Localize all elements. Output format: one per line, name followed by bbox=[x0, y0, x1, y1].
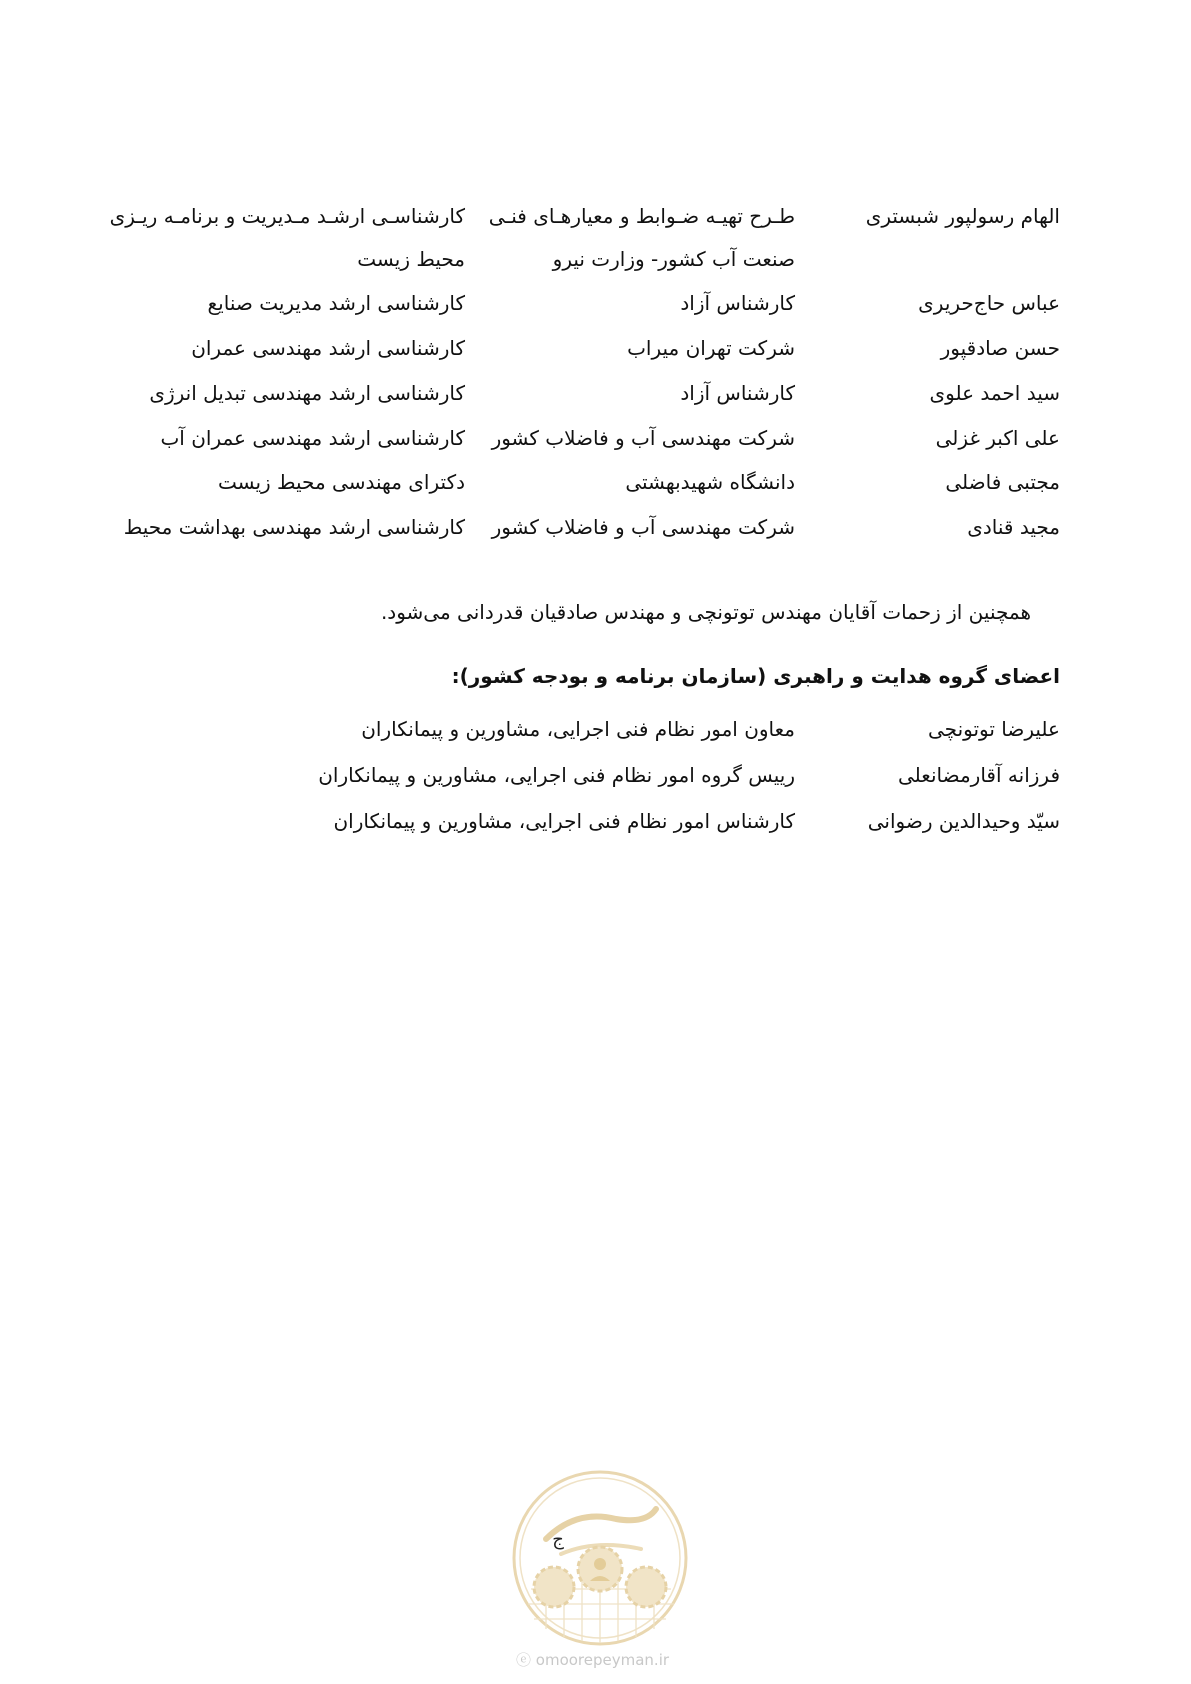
member-organization: کارشناس آزاد bbox=[680, 381, 795, 405]
member-name: حسن صادقپور bbox=[940, 336, 1060, 360]
member-degree: دکترای مهندسی محیط زیست bbox=[217, 470, 465, 494]
supervisor-role: رییس گروه امور نظام فنی اجرایی، مشاورین و پیمانکاران bbox=[318, 763, 795, 787]
watermark-url: omoorepeyman.ir bbox=[535, 1651, 670, 1669]
member-organization: صنعت آب کشور- وزارت نیرو bbox=[552, 247, 795, 271]
supervision-row bbox=[100, 752, 1060, 798]
team-row bbox=[100, 196, 1060, 236]
omoorepeyman-logo bbox=[506, 1469, 694, 1647]
supervisor-name: سیّد وحیدالدین رضوانی bbox=[867, 809, 1060, 833]
member-degree: محیط زیست bbox=[357, 247, 465, 271]
member-organization: شرکت مهندسی آب و فاضلاب کشور bbox=[491, 426, 795, 450]
member-organization: شرکت مهندسی آب و فاضلاب کشور bbox=[491, 515, 795, 539]
watermark-site: ⓔ omoorepeyman.ir bbox=[516, 1651, 670, 1669]
member-name: سید احمد علوی bbox=[929, 381, 1060, 405]
member-degree: کارشناسی ارشد مهندسی تبدیل انرژی bbox=[149, 381, 465, 405]
team-row bbox=[100, 418, 1060, 458]
member-organization: کارشناس آزاد bbox=[680, 291, 795, 315]
member-degree: کارشناسی ارشد مهندسی عمران bbox=[191, 336, 465, 360]
member-degree: کارشناسـی ارشـد مـدیریت و برنامـه ریـزی bbox=[109, 204, 465, 228]
supervisor-role: معاون امور نظام فنی اجرایی، مشاورین و پیمانکاران bbox=[361, 717, 795, 741]
acknowledgement-text: همچنین از زحمات آقایان مهندس توتونچی و مهندس صادقیان قدردانی می‌شود. bbox=[380, 600, 1031, 624]
team-row bbox=[100, 283, 1060, 323]
member-name: مجید قنادی bbox=[967, 515, 1060, 539]
team-row bbox=[100, 328, 1060, 368]
member-name: عباس حاج‌حریری bbox=[918, 291, 1060, 315]
member-degree: کارشناسی ارشد مدیریت صنایع bbox=[207, 291, 465, 315]
supervisor-name: علیرضا توتونچی bbox=[927, 717, 1060, 741]
page-number: ج bbox=[552, 1529, 564, 1550]
supervision-row bbox=[100, 706, 1060, 752]
supervision-row bbox=[100, 798, 1060, 844]
member-organization: شرکت تهران میراب bbox=[627, 336, 795, 360]
supervision-heading: اعضای گروه هدایت و راهبری (سازمان برنامه و بودجه کشور): bbox=[451, 664, 1060, 688]
team-row bbox=[100, 507, 1060, 547]
team-row bbox=[100, 239, 1060, 279]
team-row bbox=[100, 373, 1060, 413]
member-degree: کارشناسی ارشد مهندسی بهداشت محیط bbox=[123, 515, 465, 539]
supervisor-name: فرزانه آقارمضانعلی bbox=[898, 763, 1060, 787]
member-name: علی اکبر غزلی bbox=[935, 426, 1060, 450]
supervisor-role: کارشناس امور نظام فنی اجرایی، مشاورین و پیمانکاران bbox=[333, 809, 795, 833]
member-degree: کارشناسی ارشد مهندسی عمران آب bbox=[160, 426, 465, 450]
member-organization: دانشگاه شهیدبهشتی bbox=[625, 470, 795, 494]
member-name: مجتبی فاضلی bbox=[945, 470, 1060, 494]
member-name: الهام رسولپور شبستری bbox=[865, 204, 1060, 228]
team-row bbox=[100, 462, 1060, 502]
member-organization: طـرح تهیـه ضـوابط و معیارهـای فنـی bbox=[488, 204, 795, 228]
